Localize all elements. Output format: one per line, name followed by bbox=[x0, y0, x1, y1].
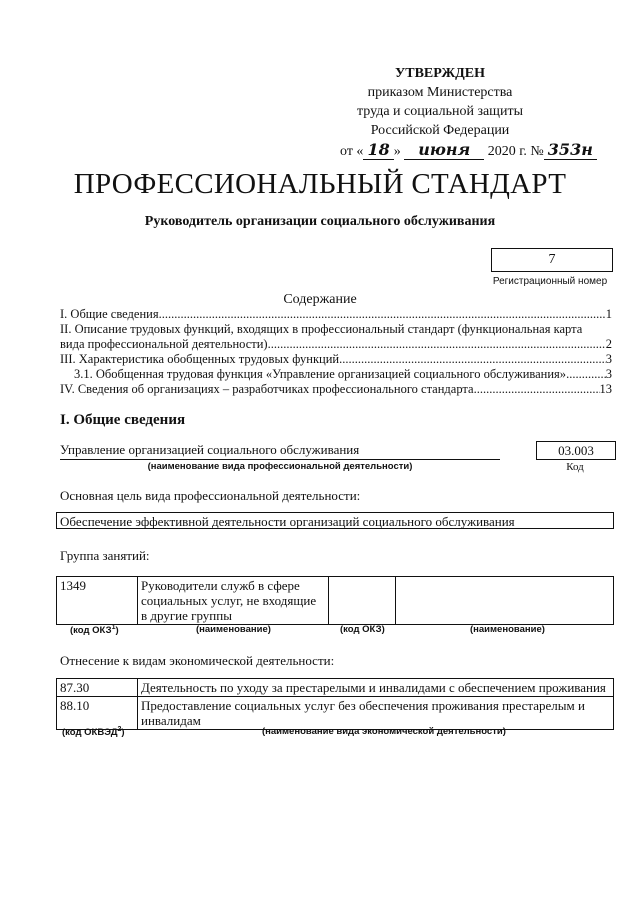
table-row bbox=[57, 679, 614, 697]
approval-line: труда и социальной защиты bbox=[357, 104, 523, 119]
table-of-contents bbox=[60, 307, 612, 397]
okved-code-cell: 88.10 bbox=[57, 697, 138, 730]
okved-code-cell: 87.30 bbox=[57, 679, 138, 697]
table-row bbox=[57, 577, 614, 625]
toc-item-text: 3.1. Обобщенная трудовая функция «Управление организацией социального обслуживания» bbox=[74, 367, 567, 381]
econ-heading: Отнесение к видам экономической деятельности: bbox=[60, 653, 335, 668]
toc-item-page: 2 bbox=[605, 337, 612, 351]
toc-item-page: 13 bbox=[599, 382, 612, 396]
toc-leader bbox=[474, 382, 600, 397]
approval-line: Российской Федерации bbox=[370, 123, 510, 138]
okved-name-caption: (наименование вида экономической деятельности) bbox=[262, 726, 506, 737]
order-number: 353н bbox=[544, 140, 597, 160]
code-caption: Код bbox=[566, 461, 584, 473]
date-day: 18 bbox=[363, 140, 393, 160]
economic-activity-table bbox=[56, 678, 614, 730]
toc-leader bbox=[268, 337, 606, 352]
approval-title: УТВЕРЖДЕН bbox=[394, 66, 486, 81]
occupation-group-table bbox=[56, 576, 614, 625]
activity-code-box: 03.003 bbox=[536, 441, 616, 460]
registration-number-box: 7 bbox=[491, 248, 613, 272]
approval-date-line bbox=[340, 140, 593, 161]
okz-name2-caption: (наименование) bbox=[470, 624, 545, 635]
toc-heading: Содержание bbox=[283, 292, 357, 307]
standard-name: Руководитель организации социального обслуживания bbox=[144, 214, 496, 229]
okz-name2-cell bbox=[396, 577, 614, 625]
okz-code2-cell bbox=[329, 577, 396, 625]
date-prefix: от « bbox=[340, 144, 364, 159]
toc-item[interactable] bbox=[60, 382, 612, 397]
table-row bbox=[57, 697, 614, 730]
activity-kind: Управление организацией социального обслуживания bbox=[60, 442, 500, 460]
toc-item[interactable] bbox=[60, 352, 612, 367]
goal-heading: Основная цель вида профессиональной деятельности: bbox=[60, 488, 361, 503]
page-title: ПРОФЕССИОНАЛЬНЫЙ СТАНДАРТ bbox=[73, 168, 567, 200]
toc-leader bbox=[339, 352, 606, 367]
activity-kind-caption: (наименование вида профессиональной деятельности) bbox=[147, 461, 413, 472]
okz-code-cell: 1349 bbox=[57, 577, 138, 625]
approval-line: приказом Министерства bbox=[367, 85, 513, 100]
okz-code-caption: (код ОКЗ$^1$) bbox=[70, 624, 119, 637]
toc-item-page: 3 bbox=[605, 352, 612, 366]
date-month: июня bbox=[404, 140, 484, 160]
toc-item-text: II. Описание трудовых функций, входящих в профессиональный стандарт (функциональная карта bbox=[60, 322, 583, 336]
toc-item-text: I. Общие сведения bbox=[60, 307, 159, 321]
toc-item[interactable] bbox=[60, 367, 612, 382]
date-day-suffix: » bbox=[393, 144, 401, 159]
toc-item-text-cont: вида профессиональной деятельности) bbox=[60, 337, 268, 351]
section-heading: I. Общие сведения bbox=[60, 412, 186, 428]
toc-item-text: III. Характеристика обобщенных трудовых функций bbox=[60, 352, 340, 366]
toc-leader bbox=[566, 367, 606, 382]
okz-name-cell: Руководители служб в сфере социальных услуг, не входящие в другие группы bbox=[138, 577, 329, 625]
okved-name-cell: Предоставление социальных услуг без обеспечения проживания престарелым и инвалидам bbox=[138, 697, 614, 730]
toc-item-page: 1 bbox=[605, 307, 612, 321]
approval-block bbox=[340, 64, 593, 161]
toc-item[interactable] bbox=[60, 307, 612, 322]
toc-leader bbox=[159, 307, 606, 322]
registration-number-label: Регистрационный номер bbox=[492, 276, 608, 287]
okved-code-caption: (код ОКВЭД$^2$) bbox=[62, 726, 125, 739]
toc-item-text: IV. Сведения об организациях – разработчиках профессионального стандарта bbox=[60, 382, 474, 396]
okz-name-caption: (наименование) bbox=[196, 624, 271, 635]
toc-item-page: 3 bbox=[605, 367, 612, 381]
okz-code2-caption: (код ОКЗ) bbox=[340, 624, 385, 635]
group-heading: Группа занятий: bbox=[60, 548, 150, 563]
toc-item[interactable] bbox=[60, 322, 612, 352]
date-year: 2020 г. № bbox=[487, 144, 544, 159]
okved-name-cell: Деятельность по уходу за престарелыми и инвалидами с обеспечением проживания bbox=[138, 679, 614, 697]
goal-box: Обеспечение эффективной деятельности организаций социального обслуживания bbox=[56, 512, 614, 529]
